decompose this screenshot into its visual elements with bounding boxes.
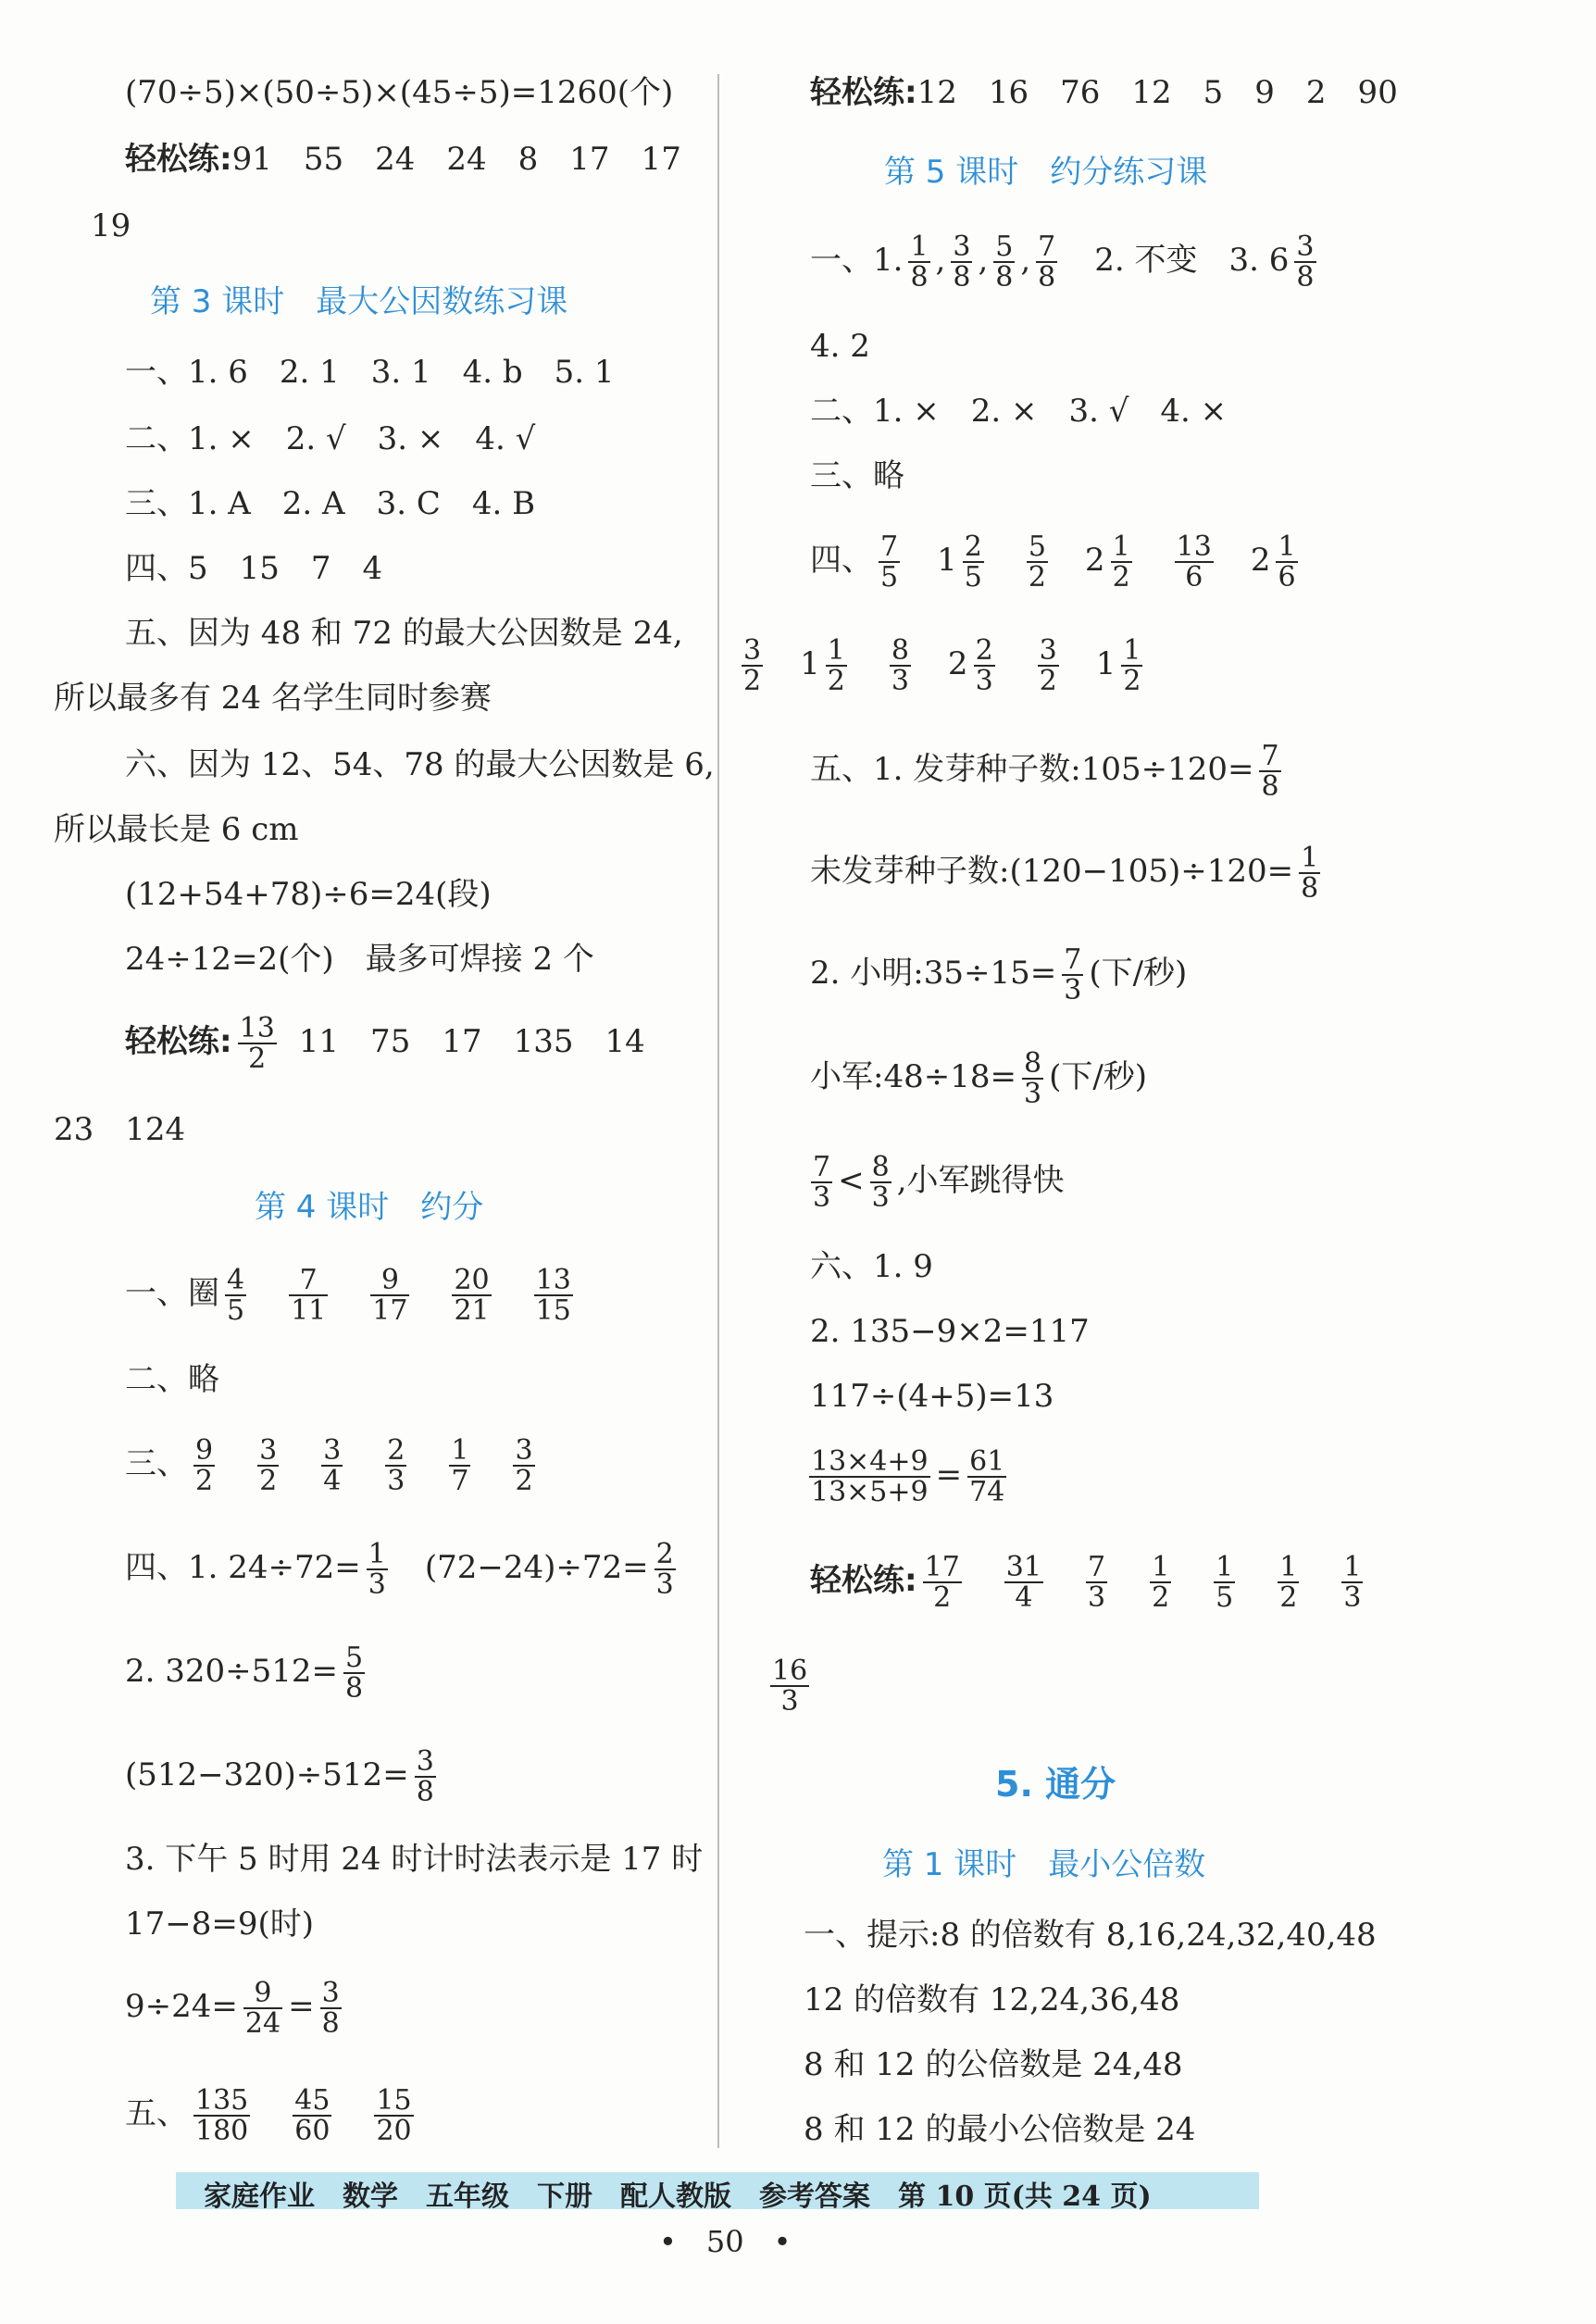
numerator: 5 bbox=[345, 1641, 364, 1674]
numerator: 13 bbox=[535, 1263, 571, 1296]
answer-row: 二、略 bbox=[125, 1361, 219, 1398]
numerator: 8 bbox=[891, 633, 909, 667]
fraction-row bbox=[810, 219, 1322, 302]
fraction bbox=[1299, 843, 1320, 904]
fraction bbox=[1276, 532, 1297, 593]
answer-row: (12+54+78)÷6=24(段) bbox=[125, 876, 492, 913]
unit-text: (下/秒) bbox=[1089, 955, 1188, 992]
equation-text: 四、1. 24÷72= bbox=[125, 1549, 361, 1586]
easy-values-cont: 19 bbox=[91, 207, 131, 244]
denominator: 2 bbox=[1112, 561, 1130, 593]
denominator: 2 bbox=[827, 665, 845, 697]
row-label: 三、 bbox=[125, 1445, 188, 1482]
fraction bbox=[967, 1444, 1006, 1508]
numerator: 1 bbox=[827, 633, 845, 667]
numerator: 13×4+9 bbox=[811, 1444, 929, 1478]
denominator: 3 bbox=[975, 665, 993, 697]
denominator: 20 bbox=[376, 2115, 412, 2147]
numerator: 9 bbox=[243, 1979, 282, 2010]
fraction bbox=[385, 1433, 406, 1497]
fraction bbox=[974, 633, 995, 697]
lesson-heading: 第 4 课时 约分 bbox=[255, 1189, 484, 1226]
equation-text: (512−320)÷512= bbox=[125, 1756, 409, 1793]
row-label: 五、 bbox=[125, 2095, 188, 2132]
fraction bbox=[890, 633, 911, 697]
denominator: 17 bbox=[372, 1294, 408, 1327]
numerator: 7 bbox=[1261, 739, 1279, 772]
fraction bbox=[870, 1150, 892, 1214]
whole-number: 1 bbox=[937, 542, 957, 579]
fraction-list bbox=[188, 2083, 419, 2147]
denominator: 74 bbox=[969, 1476, 1005, 1508]
equation-row bbox=[125, 1630, 370, 1713]
answer-row: 一、1. 6 2. 1 3. 1 4. b 5. 1 bbox=[125, 354, 615, 391]
numerator: 13 bbox=[239, 1011, 275, 1044]
numerator: 3 bbox=[323, 1433, 342, 1467]
numerator: 61 bbox=[969, 1444, 1005, 1478]
denominator: 2 bbox=[259, 1465, 278, 1497]
lesson-heading: 第 3 课时 最大公因数练习课 bbox=[150, 283, 568, 320]
denominator: 8 bbox=[1038, 261, 1056, 294]
denominator: 4 bbox=[323, 1465, 342, 1497]
numerator: 1 bbox=[1301, 841, 1319, 874]
whole-number: 1 bbox=[1095, 645, 1116, 682]
equation-row bbox=[810, 1035, 1147, 1118]
denominator: 2 bbox=[933, 1581, 952, 1614]
answer-row: 24÷12=2(个) 最多可焊接 2 个 bbox=[125, 941, 594, 978]
fraction-list bbox=[873, 530, 1303, 593]
equation-row bbox=[810, 728, 1287, 811]
denominator: 6 bbox=[1278, 561, 1296, 593]
fraction bbox=[811, 1150, 832, 1214]
numerator: 7 bbox=[1087, 1550, 1106, 1583]
numerator: 2 bbox=[655, 1537, 674, 1570]
denominator: 2 bbox=[1039, 665, 1057, 697]
denominator: 3 bbox=[1087, 1581, 1106, 1614]
fraction bbox=[320, 1976, 342, 2040]
denominator: 8 bbox=[1301, 872, 1319, 905]
answer-row: 六、因为 12、54、78 的最大公因数是 6, bbox=[125, 746, 715, 783]
numerator: 1 bbox=[451, 1433, 469, 1467]
numerator: 7 bbox=[880, 530, 899, 563]
fraction bbox=[343, 1643, 365, 1704]
row-label: 一、圈 bbox=[125, 1275, 219, 1312]
answer-row: 所以最长是 6 cm bbox=[54, 811, 299, 848]
fraction bbox=[1004, 1550, 1043, 1614]
denominator: 8 bbox=[995, 261, 1014, 294]
numerator: 8 bbox=[1023, 1046, 1042, 1080]
fraction bbox=[908, 232, 929, 293]
fraction bbox=[879, 532, 900, 593]
easy-practice-line bbox=[810, 1539, 1368, 1622]
fraction-row bbox=[736, 622, 1148, 706]
easy-label: 轻松练: bbox=[125, 141, 232, 178]
easy-values: 11 75 17 135 14 bbox=[298, 1023, 645, 1060]
numerator: 1 bbox=[1278, 530, 1296, 563]
denominator: 3 bbox=[1023, 1078, 1042, 1110]
fraction bbox=[1036, 232, 1057, 293]
numerator: 1 bbox=[1152, 1550, 1170, 1583]
fraction bbox=[293, 2083, 331, 2147]
fraction bbox=[238, 1011, 277, 1075]
numerator: 7 bbox=[1038, 230, 1056, 263]
numerator: 1 bbox=[1216, 1550, 1234, 1583]
fraction bbox=[374, 2083, 413, 2147]
numerator: 1 bbox=[910, 230, 929, 263]
whole-number: 2 bbox=[947, 645, 968, 682]
fraction bbox=[452, 1263, 491, 1327]
denominator: 2 bbox=[1028, 561, 1046, 593]
denominator: 3 bbox=[368, 1568, 386, 1601]
numerator: 3 bbox=[1039, 633, 1057, 667]
denominator: 2 bbox=[1279, 1581, 1298, 1614]
numerator: 1 bbox=[368, 1537, 386, 1570]
fraction bbox=[225, 1263, 246, 1327]
answer-row: 二、1. × 2. √ 3. × 4. √ bbox=[125, 420, 536, 457]
answer-row: 17−8=9(时) bbox=[125, 1905, 315, 1943]
answer-row: 所以最多有 24 名学生同时参赛 bbox=[54, 680, 492, 717]
denominator: 3 bbox=[655, 1568, 674, 1601]
denominator: 2 bbox=[195, 1465, 214, 1497]
denominator: 8 bbox=[910, 261, 929, 294]
denominator: 6 bbox=[1185, 561, 1203, 593]
whole-number: 2 bbox=[1250, 542, 1271, 579]
fraction bbox=[993, 232, 1015, 293]
easy-label: 轻松练: bbox=[125, 1023, 232, 1060]
numerator: 17 bbox=[924, 1550, 960, 1583]
fraction bbox=[257, 1433, 279, 1497]
numerator: 3 bbox=[416, 1744, 434, 1778]
fraction bbox=[1086, 1550, 1107, 1614]
equation-row bbox=[805, 1139, 1065, 1222]
answer-row: 四、5 15 7 4 bbox=[125, 550, 383, 587]
fraction bbox=[1027, 532, 1048, 593]
fraction bbox=[1062, 945, 1083, 1006]
numerator: 7 bbox=[813, 1150, 831, 1183]
denominator: 3 bbox=[1343, 1581, 1362, 1614]
fraction bbox=[534, 1263, 573, 1327]
fraction-list bbox=[219, 1263, 579, 1327]
denominator: 8 bbox=[1296, 261, 1315, 294]
numerator: 3 bbox=[321, 1976, 340, 2009]
fraction bbox=[1214, 1550, 1235, 1614]
fraction-row bbox=[810, 519, 1303, 602]
fraction bbox=[655, 1537, 676, 1601]
equation-text: 小军:48÷18= bbox=[810, 1058, 1016, 1095]
numerator: 1 bbox=[1279, 1550, 1298, 1583]
denominator: 2 bbox=[1123, 665, 1141, 697]
denominator: 2 bbox=[248, 1043, 267, 1075]
denominator: 3 bbox=[387, 1465, 405, 1497]
fraction bbox=[415, 1744, 436, 1808]
easy-values: 91 55 24 24 8 17 17 bbox=[231, 141, 681, 178]
numerator: 45 bbox=[294, 2083, 330, 2117]
answer-row: 六、1. 9 bbox=[810, 1248, 933, 1285]
denominator: 60 bbox=[294, 2115, 330, 2147]
fraction-row bbox=[125, 1422, 541, 1506]
fraction bbox=[1175, 532, 1214, 593]
numerator: 3 bbox=[953, 230, 971, 263]
easy-values-cont bbox=[765, 1643, 815, 1726]
denominator: 5 bbox=[964, 561, 982, 593]
easy-practice-line bbox=[125, 1000, 645, 1083]
answer-row: 12 的倍数有 12,24,36,48 bbox=[804, 1981, 1180, 2018]
answer-row: 三、略 bbox=[810, 457, 904, 494]
denominator: 5 bbox=[880, 561, 899, 593]
fraction bbox=[1294, 232, 1315, 293]
equation-row: $\frac{13\times 4+9}{13\times 5+9}$ = $\frac{61}{74}$ bbox=[811, 1444, 1005, 1508]
answer-row: 3. 下午 5 时用 24 时计时法表示是 17 时 bbox=[125, 1841, 704, 1878]
numerator: 16 bbox=[772, 1654, 808, 1687]
fraction-list bbox=[736, 633, 1148, 697]
equation-text: 未发芽种子数:(120−105)÷120= bbox=[810, 853, 1294, 890]
denominator: 21 bbox=[454, 1294, 490, 1327]
fraction bbox=[370, 1263, 409, 1327]
answer-text: 2. 不变 3. 6 bbox=[1094, 242, 1290, 279]
fraction bbox=[367, 1537, 388, 1601]
easy-practice-line bbox=[125, 139, 681, 180]
numerator: 3 bbox=[515, 1433, 533, 1467]
denominator: 8 bbox=[416, 1776, 434, 1808]
denominator: 7 bbox=[451, 1465, 469, 1497]
fraction bbox=[1022, 1046, 1043, 1110]
whole-number: 1 bbox=[800, 645, 820, 682]
equation-row bbox=[810, 830, 1326, 913]
numerator: 3 bbox=[1296, 230, 1315, 263]
numerator: 7 bbox=[289, 1266, 328, 1297]
numerator: 3 bbox=[259, 1433, 278, 1467]
numerator: 1 bbox=[1123, 633, 1141, 667]
fraction bbox=[809, 1444, 930, 1508]
equation-text: 9÷24= bbox=[125, 1988, 238, 2025]
equation-text: 2. 320÷512= bbox=[125, 1653, 339, 1690]
numerator: 8 bbox=[871, 1150, 890, 1183]
answer-row: 2. 135−9×2=117 bbox=[810, 1313, 1090, 1350]
numerator: 5 bbox=[1028, 530, 1046, 563]
denominator: 3 bbox=[780, 1685, 799, 1718]
page-number: • 50 • bbox=[659, 2224, 792, 2259]
denominator: 2 bbox=[1152, 1581, 1170, 1614]
equation-row bbox=[125, 1733, 442, 1817]
numerator: 1 bbox=[1112, 530, 1130, 563]
fraction bbox=[1278, 1550, 1299, 1614]
equation-row bbox=[125, 1526, 681, 1609]
fraction bbox=[1038, 633, 1059, 697]
equation-row: 9÷24= $\frac{9}{24}$ = $\frac{3}{8}$ bbox=[125, 1976, 340, 2040]
denominator: 8 bbox=[321, 2007, 340, 2040]
denominator: 24 bbox=[244, 2007, 281, 2040]
denominator: 180 bbox=[195, 2115, 249, 2147]
denominator: 8 bbox=[345, 1672, 364, 1705]
fraction bbox=[1121, 633, 1142, 697]
operator: < bbox=[838, 1162, 865, 1199]
fraction-list bbox=[917, 1550, 1369, 1614]
denominator: 3 bbox=[1064, 974, 1082, 1006]
lesson-heading: 第 1 课时 最小公倍数 bbox=[882, 1846, 1206, 1883]
fraction bbox=[321, 1433, 343, 1497]
denominator: 5 bbox=[1216, 1581, 1234, 1614]
denominator: 15 bbox=[535, 1294, 571, 1327]
column-divider bbox=[717, 74, 719, 2148]
denominator: 13×5+9 bbox=[811, 1476, 929, 1508]
equation-text: ,小军跳得快 bbox=[896, 1162, 1065, 1199]
numerator: 13 bbox=[1176, 530, 1212, 563]
footer-text: 家庭作业 数学 五年级 下册 配人教版 参考答案 第 10 页(共 24 页) bbox=[204, 2180, 1152, 2213]
answer-row: 8 和 12 的最小公倍数是 24 bbox=[804, 2111, 1196, 2148]
answer-row: 117÷(4+5)=13 bbox=[810, 1378, 1054, 1415]
fraction bbox=[449, 1433, 470, 1497]
denominator: 2 bbox=[515, 1465, 533, 1497]
denominator: 3 bbox=[891, 665, 909, 697]
fraction-list bbox=[188, 1433, 541, 1497]
numerator: 1 bbox=[1343, 1550, 1362, 1583]
fraction bbox=[513, 1433, 534, 1497]
easy-values-cont: 23 124 bbox=[54, 1111, 186, 1148]
fraction bbox=[1111, 532, 1132, 593]
denominator: 8 bbox=[953, 261, 971, 294]
numerator: 2 bbox=[387, 1433, 405, 1467]
fraction bbox=[1341, 1550, 1363, 1614]
denominator: 4 bbox=[1015, 1581, 1033, 1614]
fraction bbox=[243, 1976, 282, 2040]
numerator: 15 bbox=[376, 2083, 412, 2117]
fraction bbox=[770, 1656, 809, 1717]
numerator: 135 bbox=[195, 2083, 249, 2117]
easy-label: 轻松练: bbox=[810, 1562, 917, 1599]
numerator: 20 bbox=[454, 1263, 490, 1296]
unit-heading: 5. 通分 bbox=[995, 1764, 1116, 1805]
denominator: 5 bbox=[227, 1294, 245, 1327]
fraction bbox=[1150, 1550, 1171, 1614]
unit-text: (下/秒) bbox=[1049, 1058, 1148, 1095]
answer-row: 8 和 12 的公倍数是 24,48 bbox=[804, 2046, 1183, 2083]
numerator: 2 bbox=[964, 530, 982, 563]
fraction bbox=[923, 1550, 962, 1614]
easy-values: 12 16 76 12 5 9 2 90 bbox=[916, 74, 1398, 111]
answer-row: 4. 2 bbox=[810, 328, 870, 365]
equation-row bbox=[810, 931, 1187, 1015]
equation-text: 2. 小明:35÷15= bbox=[810, 955, 1057, 992]
answer-row: 二、1. × 2. × 3. √ 4. × bbox=[810, 393, 1228, 430]
fraction bbox=[951, 232, 972, 293]
denominator: 3 bbox=[871, 1181, 890, 1214]
numerator: 7 bbox=[1064, 943, 1082, 976]
denominator: 2 bbox=[743, 665, 762, 697]
denominator: 11 bbox=[291, 1294, 327, 1327]
equation-text: (72−24)÷72= bbox=[424, 1549, 649, 1586]
numerator: 9 bbox=[370, 1266, 409, 1297]
row-label: 四、 bbox=[810, 542, 873, 579]
equation-text: 五、1. 发芽种子数:105÷120= bbox=[810, 751, 1254, 788]
whole-number: 2 bbox=[1084, 542, 1105, 579]
denominator: 3 bbox=[813, 1181, 831, 1214]
numerator: 9 bbox=[195, 1433, 214, 1467]
calc-line: (70÷5)×(50÷5)×(45÷5)=1260(个) bbox=[125, 74, 674, 111]
answer-row: 三、1. A 2. A 3. C 4. B bbox=[125, 485, 536, 522]
fraction bbox=[826, 633, 847, 697]
numerator: 31 bbox=[1005, 1550, 1041, 1583]
fraction-row bbox=[125, 1252, 579, 1335]
numerator: 2 bbox=[975, 633, 993, 667]
numerator: 3 bbox=[743, 633, 762, 667]
numerator: 5 bbox=[995, 230, 1014, 263]
fraction bbox=[193, 1433, 215, 1497]
fraction-row bbox=[125, 2072, 419, 2155]
denominator: 8 bbox=[1261, 770, 1279, 803]
fraction bbox=[289, 1263, 328, 1327]
fraction bbox=[193, 2083, 250, 2147]
fraction bbox=[1259, 739, 1280, 803]
fraction-list: $\frac{1}{8}$ , $\frac{3}{8}$ , $\frac{5}{8}$ , $\frac{7}{8}$ bbox=[910, 230, 1056, 294]
row-label: 一、1. bbox=[810, 242, 904, 279]
answer-row: 一、提示:8 的倍数有 8,16,24,32,40,48 bbox=[804, 1917, 1377, 1954]
numerator: 4 bbox=[227, 1263, 245, 1296]
fraction bbox=[742, 633, 763, 697]
answer-row: 五、因为 48 和 72 的最大公因数是 24, bbox=[125, 615, 683, 652]
fraction bbox=[963, 532, 984, 593]
easy-practice-line bbox=[810, 72, 1398, 113]
lesson-heading: 第 5 课时 约分练习课 bbox=[884, 154, 1208, 191]
easy-label: 轻松练: bbox=[810, 74, 917, 111]
